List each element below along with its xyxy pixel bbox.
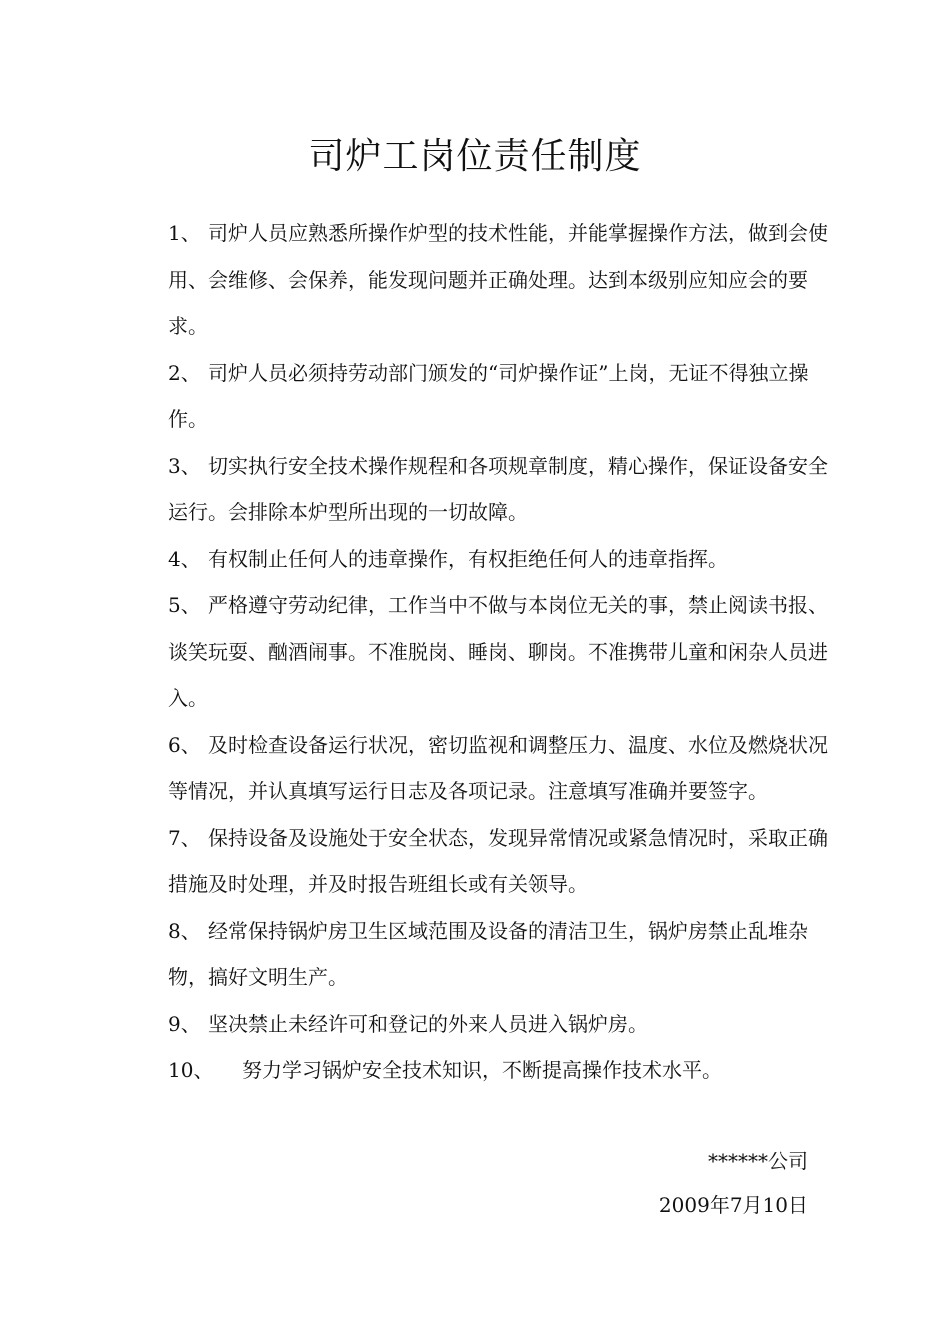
item-text: 努力学习锅炉安全技术知识，不断提高操作技术水平。 bbox=[242, 1058, 722, 1082]
document-title: 司炉工岗位责任制度 bbox=[308, 136, 642, 178]
item-text: 司炉人员必须持劳动部门颁发的“司炉操作证”上岗，无证不得独立操作。 bbox=[168, 360, 809, 431]
item-text: 保持设备及设施处于安全状态，发现异常情况或紧急情况时，采取正确措施及时处理，并及时报告班组长或有关领导。 bbox=[168, 825, 828, 896]
item-text: 有权制止任何人的违章操作，有权拒绝任何人的违章指挥。 bbox=[208, 546, 728, 571]
item-number: 1、 bbox=[168, 221, 201, 245]
item-text: 经常保持锅炉房卫生区域范围及设备的清洁卫生，锅炉房禁止乱堆杂物，搞好文明生产。 bbox=[168, 918, 808, 989]
document-date: 2009年7月10日 bbox=[658, 1193, 808, 1217]
item-number: 8、 bbox=[168, 918, 201, 943]
list-item bbox=[168, 210, 828, 350]
list-item bbox=[168, 908, 828, 1001]
item-number: 2、 bbox=[168, 360, 201, 385]
item-number: 3、 bbox=[168, 453, 201, 478]
item-text: 司炉人员应熟悉所操作炉型的技术性能，并能掌握操作方法，做到会使用、会维修、会保养，能发现问题并正确处理。达到本级别应知应会的要求。 bbox=[168, 221, 828, 338]
list-item bbox=[168, 722, 828, 815]
item-number: 5、 bbox=[168, 593, 201, 617]
item-text: 及时检查设备运行状况，密切监视和调整压力、温度、水位及燃烧状况等情况，并认真填写运行日志及各项记录。注意填写准确并要签字。 bbox=[168, 732, 828, 803]
list-item bbox=[168, 536, 828, 583]
item-number: 6、 bbox=[168, 732, 201, 757]
list-item bbox=[168, 1047, 828, 1094]
item-number: 10、 bbox=[168, 1058, 214, 1082]
item-text: 坚决禁止未经许可和登记的外来人员进入锅炉房。 bbox=[208, 1011, 648, 1036]
list-item bbox=[168, 582, 828, 722]
item-number: 7、 bbox=[168, 825, 201, 850]
regulation-list bbox=[168, 210, 828, 1094]
list-item bbox=[168, 815, 828, 908]
item-number: 9、 bbox=[168, 1011, 201, 1036]
list-item bbox=[168, 443, 828, 536]
item-text: 严格遵守劳动纪律，工作当中不做与本岗位无关的事，禁止阅读书报、谈笑玩耍、酗酒闹事。不准脱岗、睡岗、聊岗。不准携带儿童和闲杂人员进入。 bbox=[168, 593, 828, 710]
item-text: 切实执行安全技术操作规程和各项规章制度，精心操作，保证设备安全运行。会排除本炉型所出现的一切故障。 bbox=[168, 453, 828, 524]
company-signature: ******公司 bbox=[708, 1149, 808, 1173]
item-number: 4、 bbox=[168, 546, 201, 571]
list-item bbox=[168, 350, 828, 443]
list-item bbox=[168, 1001, 828, 1048]
